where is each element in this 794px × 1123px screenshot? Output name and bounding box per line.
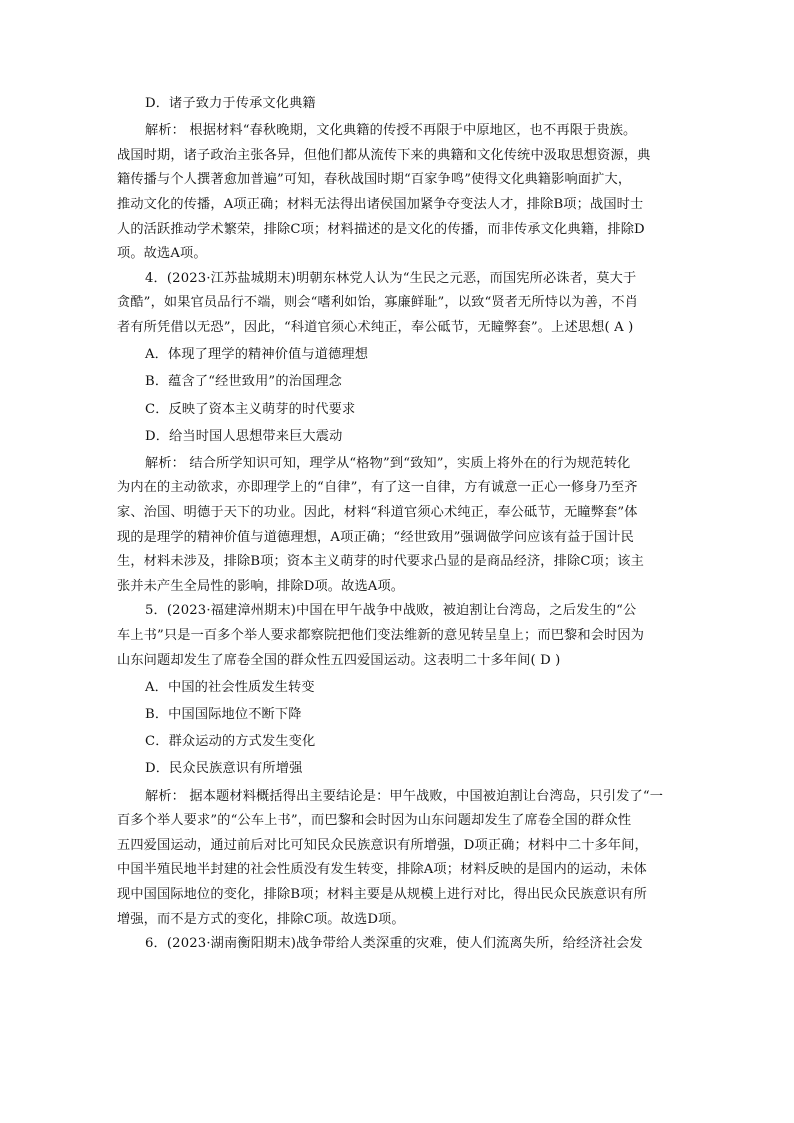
q5-stem-line-1: 5．(2023·福建漳州期末)中国在甲午战争中战败，被迫割让台湾岛，之后发生的“公 — [145, 603, 637, 619]
q5-analysis-line-5: 现中国国际地位的变化，排除B项；材料主要是从规模上进行对比，得出民众民族意识有所 — [117, 886, 647, 902]
q5-analysis-line-2: 百多个举人要求”的“公车上书”，而巴黎和会时因为山东问题却发生了席卷全国的群众性 — [117, 813, 632, 829]
q6-stem-line-1: 6．(2023·湖南衡阳期末)战争带给人类深重的灾难，使人们流离失所，给经济社会发 — [145, 936, 643, 952]
q4-stem-line-3: 者有所凭借以无恐”，因此，“科道官须心术纯正，奉公砥节，无瞳弊套”。上述思想( A ) — [117, 319, 634, 335]
q4-analysis-line-4: 现的是理学的精神价值与道德理想，A项正确；“经世致用”强调做学问应该有益于国计民 — [117, 529, 634, 545]
q5-stem-line-2: 车上书”只是一百多个举人要求都察院把他们变法维新的意见转呈皇上；而巴黎和会时因为 — [117, 628, 645, 644]
q3-analysis-line-6: 项。故选A项。 — [117, 246, 207, 262]
q4-analysis-line-3: 家、治国、明德于天下的功业。因此，材料“科道官须心术纯正，奉公砥节，无瞳弊套”体 — [117, 505, 638, 521]
q3-analysis-line-3: 籍传播与个人撰著愈加普遍”可知，春秋战国时期“百家争鸣”使得文化典籍影响面扩大， — [117, 172, 632, 188]
q5-analysis-line-1: 解析： 据本题材料概括得出主要结论是：甲午战败，中国被迫割让台湾岛，只引发了“一 — [145, 788, 664, 804]
q3-option-d: D．诸子致力于传承文化典籍 — [145, 96, 316, 111]
document-page — [117, 92, 681, 957]
q5-analysis-line-6: 增强，而不是方式的变化，排除C项。故选D项。 — [117, 911, 405, 927]
q4-stem-line-1: 4．(2023·江苏盐城期末)明朝东林党人认为“生民之元恶，而国宪所必诛者，莫大于 — [145, 270, 637, 286]
q4-option-b: B．蕴含了“经世致用”的治国理念 — [145, 374, 343, 390]
q4-stem-line-2: 贪酷”，如果官员品行不端，则会“嗜利如饴，寡廉鲜耻”，以致“贤者无所恃以为善，不肖 — [117, 295, 639, 311]
q5-option-d: D．民众民族意识有所增强 — [145, 761, 303, 777]
q3-analysis-line-5: 人的活跃推动学术繁荣，排除C项；材料描述的是文化的传播，而非传承文化典籍，排除D — [117, 221, 645, 237]
q4-analysis-line-1: 解析： 结合所学知识可知，理学从“格物”到“致知”，实质上将外在的行为规范转化 — [145, 455, 631, 471]
q5-analysis-line-3: 五四爱国运动，通过前后对比可知民众民族意识有所增强，D项正确；材料中二十多年间， — [117, 837, 648, 853]
q5-analysis-line-4: 中国半殖民地半封建的社会性质没有发生转变，排除A项；材料反映的是国内的运动，未体 — [117, 862, 647, 878]
q3-analysis-line-4: 推动文化的传播，A项正确；材料无法得出诸侯国加紧争夺变法人才，排除B项；战国时士 — [117, 196, 644, 212]
q4-analysis-line-5: 生，材料未涉及，排除B项；资本主义萌芽的时代要求凸显的是商品经济，排除C项；该主 — [117, 554, 644, 570]
q4-option-d: D．给当时国人思想带来巨大震动 — [145, 428, 343, 444]
q5-option-c: C．群众运动的方式发生变化 — [145, 734, 316, 750]
q5-option-a: A．中国的社会性质发生转变 — [145, 679, 315, 695]
q5-stem-line-3: 山东问题却发生了席卷全国的群众性五四爱国运动。这表明二十多年间( D ) — [117, 652, 561, 668]
q4-analysis-line-2: 为内在的主动欲求，亦即理学上的“自律”，有了这一自律，方有诚意一正心一修身乃至齐 — [117, 480, 638, 496]
q4-option-a: A．体现了理学的精神价值与道德理想 — [145, 347, 369, 363]
q4-option-c: C．反映了资本主义萌芽的时代要求 — [145, 401, 356, 417]
q3-analysis-line-1: 解析： 根据材料“春秋晚期，文化典籍的传授不再限于中原地区，也不再限于贵族。 — [145, 123, 637, 139]
q4-analysis-line-6: 张并未产生全局性的影响，排除D项。故选A项。 — [117, 578, 405, 594]
q5-option-b: B．中国国际地位不断下降 — [145, 707, 302, 722]
q3-analysis-line-2: 战国时期，诸子政治主张各异，但他们都从流传下来的典籍和文化传统中汲取思想资源，典 — [117, 147, 651, 163]
